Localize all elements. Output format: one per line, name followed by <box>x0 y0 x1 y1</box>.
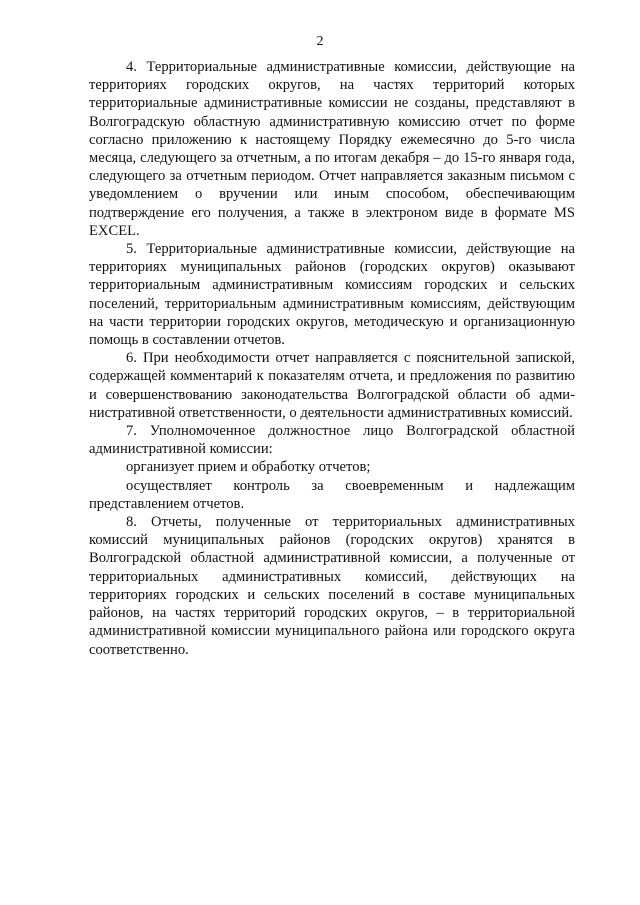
paragraph-5: 5. Территориальные административные комиссии, действующие на территориях муниципальных районов (городских округов) оказывают территориальным административным комиссиям городских и сельских поселений, территориальным административным комиссиям, действующим на части территории городских округов, методическую и организационную помощь в составлении отчетов. <box>89 241 575 349</box>
paragraph-6: 6. При необходимости отчет направляется с пояснительной запиской, содержащей комментарий к показателям отчета, и предложения по развитию и совершенствованию законодательства Волгоградской области об административной ответственности, о деятельности административных комиссий. <box>89 350 575 421</box>
paragraph-4: 4. Территориальные административные комиссии, действующие на территориях городских округов, на частях территорий которых территориальные административные комиссии не созданы, представляют в Волгоградскую областную административную комиссию отчет по форме согласно приложению к настоящему Порядку ежемесячно до 5-го числа месяца, следующего за отчетным, а по итогам декабря – до 15-го января года, следующего за отчетным периодом. Отчет направляется заказным письмом с уведомлением о вручении или иным способом, обеспечивающим подтверждение его получения, а также в электроном виде в формате MS EXCEL. <box>89 59 575 239</box>
paragraph-7-item-2: осуществляет контроль за своевременным и надлежащим представлением отчетов. <box>89 477 575 512</box>
paragraph-7: 7. Уполномоченное должностное лицо Волгоградской областной административной комиссии: <box>89 423 575 458</box>
paragraph-7-item-1: организует прием и обработку отчетов; <box>126 459 371 476</box>
page-number: 2 <box>316 34 324 49</box>
document-body <box>89 58 575 659</box>
paragraph-8: 8. Отчеты, полученные от территориальных административных комиссий муниципальных районов (городских округов) хранятся в Волгоградской областной административной комиссии, а полученные от территориальных административных комиссий, действующих на территориях городских и сельских поселений в составе муниципальных районов, на частях территорий городских округов, – в территориальной административной комиссии муниципального района или городского округа соответственно. <box>89 514 575 658</box>
